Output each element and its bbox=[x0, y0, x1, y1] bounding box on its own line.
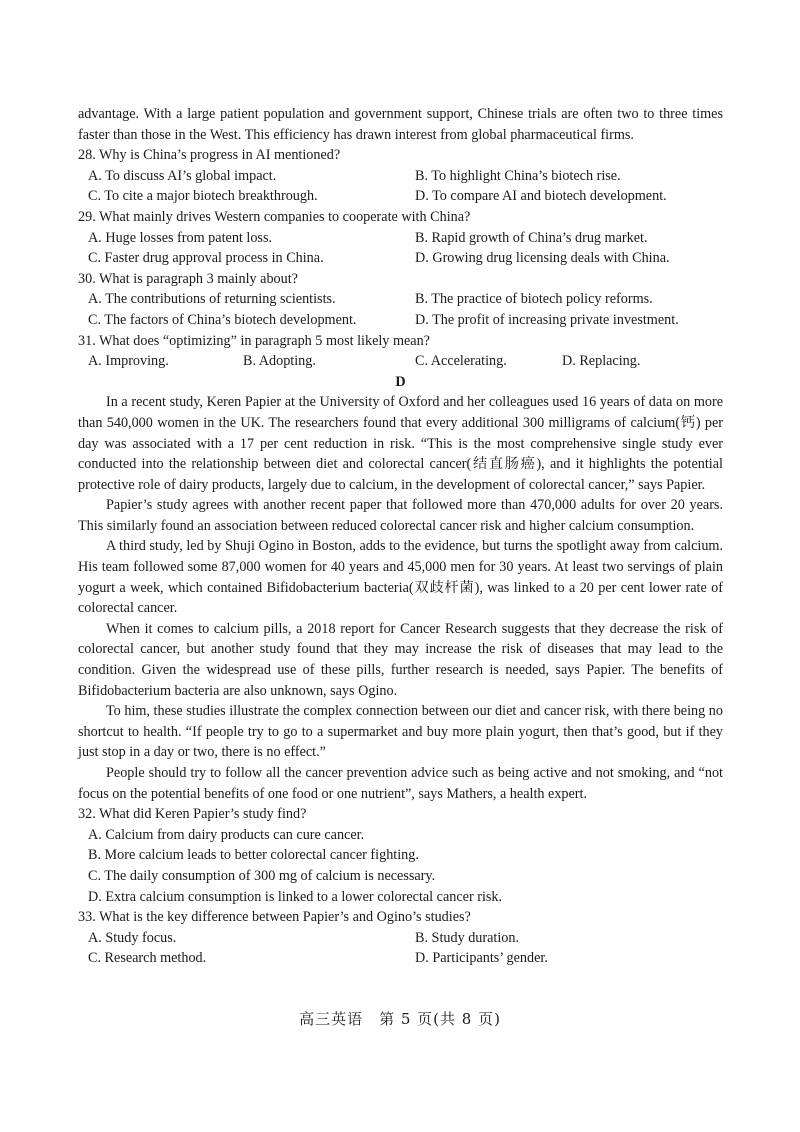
question-29 bbox=[78, 207, 723, 269]
page-footer: 高三英语 第 5 页(共 8 页) bbox=[299, 1010, 501, 1028]
options bbox=[78, 351, 723, 372]
option-b: B. Adopting. bbox=[243, 353, 316, 370]
option-c: C. To cite a major biotech breakthrough. bbox=[88, 188, 318, 205]
paragraph-4: When it comes to calcium pills, a 2018 report for Cancer Research suggests that they decrease the risk of colorectal cancer, but another study found that they may increase the risk of diseases that may lead to the condition. Given the widespread use of these pills, further research is needed, says Papier. The benefits of Bifidobacterium bacteria are also unknown, says Ogino. bbox=[78, 620, 723, 699]
passage-c-tail: advantage. With a large patient population and government support, Chinese trials are often two to three times faster than those in the West. This efficiency has drawn interest from global pharmaceutical firms. bbox=[78, 106, 723, 143]
option-b: B. To highlight China’s biotech rise. bbox=[415, 167, 621, 184]
question-33 bbox=[78, 907, 723, 969]
question-28 bbox=[78, 145, 723, 207]
option-c: C. Accelerating. bbox=[415, 353, 507, 370]
options bbox=[78, 928, 723, 969]
option-d: D. Growing drug licensing deals with China. bbox=[415, 250, 670, 267]
option-d: D. Replacing. bbox=[562, 353, 641, 370]
option-c: C. The daily consumption of 300 mg of calcium is necessary. bbox=[88, 867, 436, 884]
exam-page bbox=[78, 104, 723, 969]
question-stem: 30. What is paragraph 3 mainly about? bbox=[78, 270, 298, 287]
option-b: B. Study duration. bbox=[415, 929, 520, 946]
question-32 bbox=[78, 804, 723, 907]
option-c: C. Faster drug approval process in China. bbox=[88, 250, 324, 267]
question-stem: 32. What did Keren Papier’s study find? bbox=[78, 806, 307, 823]
paragraph-2: Papier’s study agrees with another recent paper that followed more than 470,000 adults for over 20 years. This similarly found an association between reduced colorectal cancer risk and higher calcium consumption. bbox=[78, 497, 723, 534]
question-stem: 29. What mainly drives Western companies to cooperate with China? bbox=[78, 208, 471, 225]
question-30 bbox=[78, 269, 723, 331]
option-a: A. Improving. bbox=[88, 353, 169, 370]
options bbox=[78, 289, 723, 330]
option-a: A. To discuss AI’s global impact. bbox=[88, 167, 277, 184]
paragraph-1: In a recent study, Keren Papier at the University of Oxford and her colleagues used 16 years of data on more than 540,000 women in the UK. The researchers found that every additional 300 milligrams of calcium(钙) per day was associated with a 17 per cent reduction in risk. “This is the most comprehensive single study ever conducted into the relationship between diet and colorectal cancer(结直肠癌), and it highlights the potential protective role of dairy products, largely due to calcium, in the development of colorectal cancer,” says Papier. bbox=[78, 394, 723, 493]
question-stem: 28. Why is China’s progress in AI mentioned? bbox=[78, 147, 341, 164]
paragraph-6: People should try to follow all the cancer prevention advice such as being active and not smoking, and “not focus on the potential benefits of one food or one nutrient”, says Mathers, a health expert. bbox=[78, 765, 723, 802]
options bbox=[78, 825, 723, 907]
option-b: B. The practice of biotech policy reforms. bbox=[415, 291, 653, 308]
question-stem: 33. What is the key difference between Papier’s and Ogino’s studies? bbox=[78, 909, 471, 926]
option-b: B. Rapid growth of China’s drug market. bbox=[415, 229, 648, 246]
option-d: D. Extra calcium consumption is linked to a lower colorectal cancer risk. bbox=[88, 888, 503, 905]
question-stem: 31. What does “optimizing” in paragraph 5 most likely mean? bbox=[78, 332, 430, 349]
section-d-heading: D bbox=[395, 373, 406, 390]
option-d: D. Participants’ gender. bbox=[415, 950, 548, 967]
option-d: D. The profit of increasing private investment. bbox=[415, 311, 679, 328]
option-c: C. The factors of China’s biotech development. bbox=[88, 311, 357, 328]
option-a: A. Study focus. bbox=[88, 929, 177, 946]
paragraph-5: To him, these studies illustrate the complex connection between our diet and cancer risk, with there being no shortcut to health. “If people try to go to a supermarket and buy more plain yogurt, then that’s good, but if they just stop in a day or two, there is no effect.” bbox=[78, 703, 723, 761]
options bbox=[78, 228, 723, 269]
option-b: B. More calcium leads to better colorectal cancer fighting. bbox=[88, 847, 419, 864]
option-d: D. To compare AI and biotech development. bbox=[415, 188, 667, 205]
option-a: A. The contributions of returning scientists. bbox=[88, 291, 336, 308]
paragraph-3: A third study, led by Shuji Ogino in Boston, adds to the evidence, but turns the spotlight away from calcium. His team followed some 87,000 women for 40 years and 45,000 men for 30 years. At least two servings of plain yogurt a week, which contained Bifidobacterium bacteria(双歧杆菌), was linked to a 20 per cent lower rate of colorectal cancer. bbox=[78, 538, 723, 617]
option-c: C. Research method. bbox=[88, 950, 207, 967]
option-a: A. Calcium from dairy products can cure cancer. bbox=[88, 826, 365, 843]
question-31 bbox=[78, 331, 723, 372]
option-a: A. Huge losses from patent loss. bbox=[88, 229, 273, 246]
options bbox=[78, 166, 723, 207]
